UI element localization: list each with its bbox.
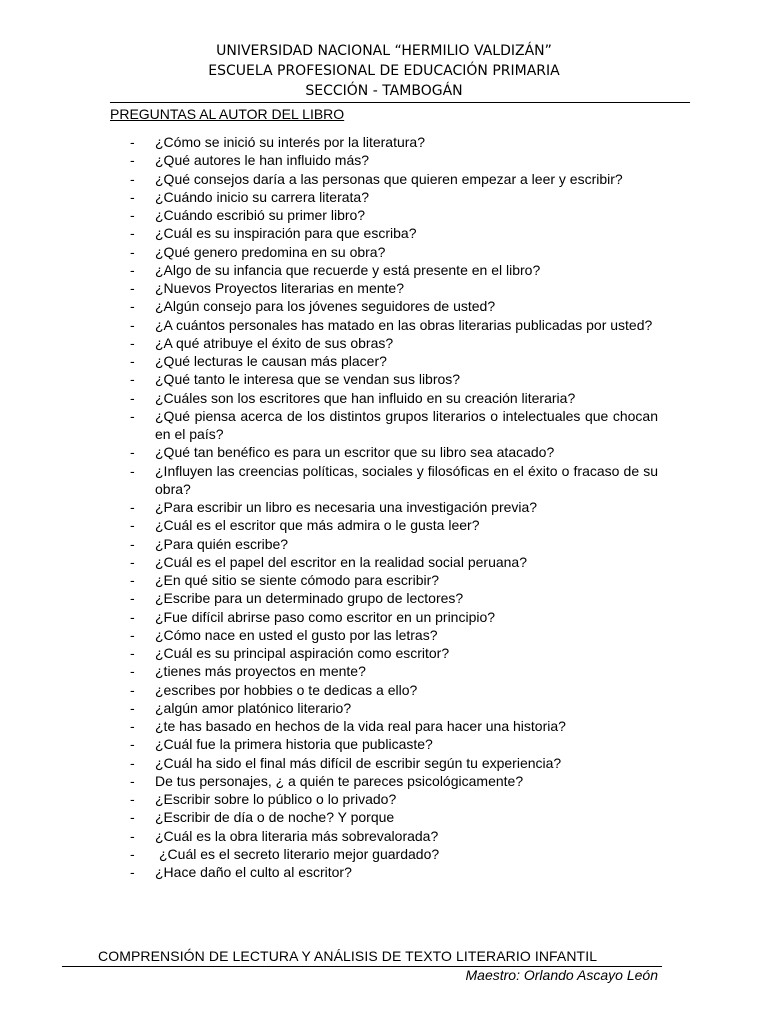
question-item xyxy=(130,589,658,607)
question-item xyxy=(130,407,658,444)
question-text: ¿Qué piensa acerca de los distintos grupos literarios o intelectuales que chocan en el país? xyxy=(155,407,658,442)
bullet-dash: - xyxy=(130,207,135,223)
question-item xyxy=(130,516,658,534)
bullet-dash: - xyxy=(130,864,135,880)
question-text: ¿tienes más proyectos en mente? xyxy=(155,663,366,680)
bullet-dash: - xyxy=(130,681,135,698)
bullet-dash: - xyxy=(130,572,135,588)
question-text: ¿Cuál es la obra literaria más sobrevalorada? xyxy=(155,827,439,844)
question-item xyxy=(130,772,658,790)
question-text: ¿Cuáles son los escritores que han influido en su creación literaria? xyxy=(155,389,576,406)
bullet-dash: - xyxy=(130,590,135,607)
question-text: ¿A qué atribuye el éxito de sus obras? xyxy=(155,334,394,351)
bullet-dash: - xyxy=(130,134,135,150)
question-text: ¿algún amor platónico literario? xyxy=(155,699,352,716)
question-text: ¿Cómo se inició su interés por la literatura? xyxy=(155,134,426,150)
question-text: ¿Qué tanto le interesa que se vendan sus libros? xyxy=(155,371,461,388)
question-text: ¿Cuál es el secreto literario mejor guardado? xyxy=(159,845,440,862)
question-item xyxy=(130,188,658,206)
question-text: ¿Influyen las creencias políticas, sociales y filosóficas en el éxito o fracaso de su obra? xyxy=(155,462,658,497)
question-text: ¿Para escribir un libro es necesaria una investigación previa? xyxy=(155,499,538,515)
bullet-dash: - xyxy=(130,243,135,260)
bullet-dash: - xyxy=(130,663,135,680)
bullet-dash: - xyxy=(130,754,135,771)
question-item xyxy=(130,498,658,516)
question-item xyxy=(130,243,658,261)
question-text: ¿Escribir de día o de noche? Y porque xyxy=(155,809,395,826)
bullet-dash: - xyxy=(130,389,135,406)
school-name: ESCUELA PROFESIONAL DE EDUCACIÓN PRIMARIA xyxy=(208,63,560,79)
bullet-dash: - xyxy=(130,845,135,862)
question-text: ¿te has basado en hechos de la vida real para hacer una historia? xyxy=(155,718,566,734)
bullet-dash: - xyxy=(130,152,135,169)
question-item xyxy=(130,553,658,571)
question-item xyxy=(130,316,658,334)
question-text: ¿Algo de su infancia que recuerde y está presente en el libro? xyxy=(155,261,541,278)
question-item xyxy=(130,827,658,845)
question-text: ¿Cuál es el escritor que más admira o le gusta leer? xyxy=(155,517,480,534)
university-name: UNIVERSIDAD NACIONAL “HERMILIO VALDIZÁN” xyxy=(216,43,552,59)
bullet-dash: - xyxy=(130,809,135,826)
question-text: ¿Cuándo escribió su primer libro? xyxy=(155,207,366,223)
question-text: ¿A cuántos personales has matado en las obras literarias publicadas por usted? xyxy=(155,316,653,333)
bullet-dash: - xyxy=(130,407,135,424)
header-divider xyxy=(110,102,690,103)
bullet-dash: - xyxy=(130,371,135,388)
question-item xyxy=(130,170,658,188)
course-title: COMPRENSIÓN DE LECTURA Y ANÁLISIS DE TEXTO LITERARIO INFANTIL xyxy=(98,948,598,964)
question-text: ¿Qué autores le han influido más? xyxy=(155,152,370,169)
question-text: ¿En qué sitio se siente cómodo para escribir? xyxy=(155,572,440,588)
section-title: PREGUNTAS AL AUTOR DEL LIBRO xyxy=(110,106,345,122)
bullet-dash: - xyxy=(130,608,135,625)
question-item xyxy=(130,626,658,644)
question-item xyxy=(130,644,658,662)
question-text: ¿Cuál ha sido el final más difícil de escribir según tu experiencia? xyxy=(155,754,562,771)
question-item xyxy=(130,681,658,699)
question-text: ¿Para quién escribe? xyxy=(155,535,289,552)
bullet-dash: - xyxy=(130,316,135,333)
bullet-dash: - xyxy=(130,170,135,187)
question-text: ¿Hace daño el culto al escritor? xyxy=(155,864,352,880)
question-item xyxy=(130,297,658,315)
bullet-dash: - xyxy=(130,772,135,789)
question-item xyxy=(130,535,658,553)
question-text: ¿Algún consejo para los jóvenes seguidores de usted? xyxy=(155,298,496,315)
bullet-dash: - xyxy=(130,718,135,734)
bullet-dash: - xyxy=(130,626,135,643)
question-item xyxy=(130,224,658,242)
bullet-dash: - xyxy=(130,517,135,534)
question-text: ¿Qué tan benéfico es para un escritor que su libro sea atacado? xyxy=(155,444,555,461)
bullet-dash: - xyxy=(130,791,135,807)
question-item xyxy=(130,662,658,680)
bullet-dash: - xyxy=(130,827,135,844)
question-item xyxy=(130,571,658,589)
question-item xyxy=(130,334,658,352)
bullet-dash: - xyxy=(130,645,135,661)
question-item xyxy=(130,845,658,863)
question-item xyxy=(130,279,658,297)
question-item xyxy=(130,462,658,499)
bullet-dash: - xyxy=(130,353,135,369)
bullet-dash: - xyxy=(130,444,135,461)
question-text: De tus personajes, ¿ a quién te pareces psicológicamente? xyxy=(155,772,524,789)
bullet-dash: - xyxy=(130,280,135,296)
question-item xyxy=(130,151,658,169)
document-header xyxy=(0,41,768,101)
question-text: ¿Cuál es el papel del escritor en la realidad social peruana? xyxy=(155,553,527,570)
bullet-dash: - xyxy=(130,736,135,753)
question-item xyxy=(130,443,658,461)
bullet-dash: - xyxy=(130,298,135,315)
question-item xyxy=(130,370,658,388)
bullet-dash: - xyxy=(130,188,135,205)
section-name: SECCIÓN - TAMBOGÁN xyxy=(305,83,463,99)
bullet-dash: - xyxy=(130,334,135,351)
question-item xyxy=(130,754,658,772)
question-text: ¿Nuevos Proyectos literarias en mente? xyxy=(155,280,404,296)
question-item xyxy=(130,389,658,407)
question-text: ¿Qué consejos daría a las personas que quieren empezar a leer y escribir? xyxy=(155,170,623,187)
bullet-dash: - xyxy=(130,699,135,716)
questions-list xyxy=(130,133,658,881)
question-text: ¿Fue difícil abrirse paso como escritor en un principio? xyxy=(155,608,496,625)
question-item xyxy=(130,808,658,826)
bullet-dash: - xyxy=(130,462,135,479)
question-text: ¿Cómo nace en usted el gusto por las letras? xyxy=(155,626,438,643)
question-text: ¿Qué genero predomina en su obra? xyxy=(155,243,386,260)
question-text: ¿escribes por hobbies o te dedicas a ello? xyxy=(155,681,418,698)
question-text: ¿Cuándo inicio su carrera literata? xyxy=(155,188,369,205)
bullet-dash: - xyxy=(130,499,135,515)
question-item xyxy=(130,790,658,808)
bullet-dash: - xyxy=(130,261,135,278)
question-item xyxy=(130,352,658,370)
question-text: ¿Escribe para un determinado grupo de lectores? xyxy=(155,590,464,607)
teacher-name: Maestro: Orlando Ascayo León xyxy=(465,967,658,983)
question-item xyxy=(130,133,658,151)
question-item xyxy=(130,261,658,279)
question-text: ¿Cuál fue la primera historia que publicaste? xyxy=(155,736,433,753)
question-item xyxy=(130,717,658,735)
question-text: ¿Escribir sobre lo público o lo privado? xyxy=(155,791,397,807)
bullet-dash: - xyxy=(130,535,135,552)
question-item xyxy=(130,608,658,626)
question-item xyxy=(130,206,658,224)
question-item xyxy=(130,699,658,717)
bullet-dash: - xyxy=(130,553,135,570)
question-text: ¿Qué lecturas le causan más placer? xyxy=(155,353,387,369)
question-item xyxy=(130,863,658,881)
question-text: ¿Cuál es su inspiración para que escriba? xyxy=(155,225,417,242)
question-item xyxy=(130,735,658,753)
question-text: ¿Cuál es su principal aspiración como escritor? xyxy=(155,645,450,661)
bullet-dash: - xyxy=(130,225,135,242)
